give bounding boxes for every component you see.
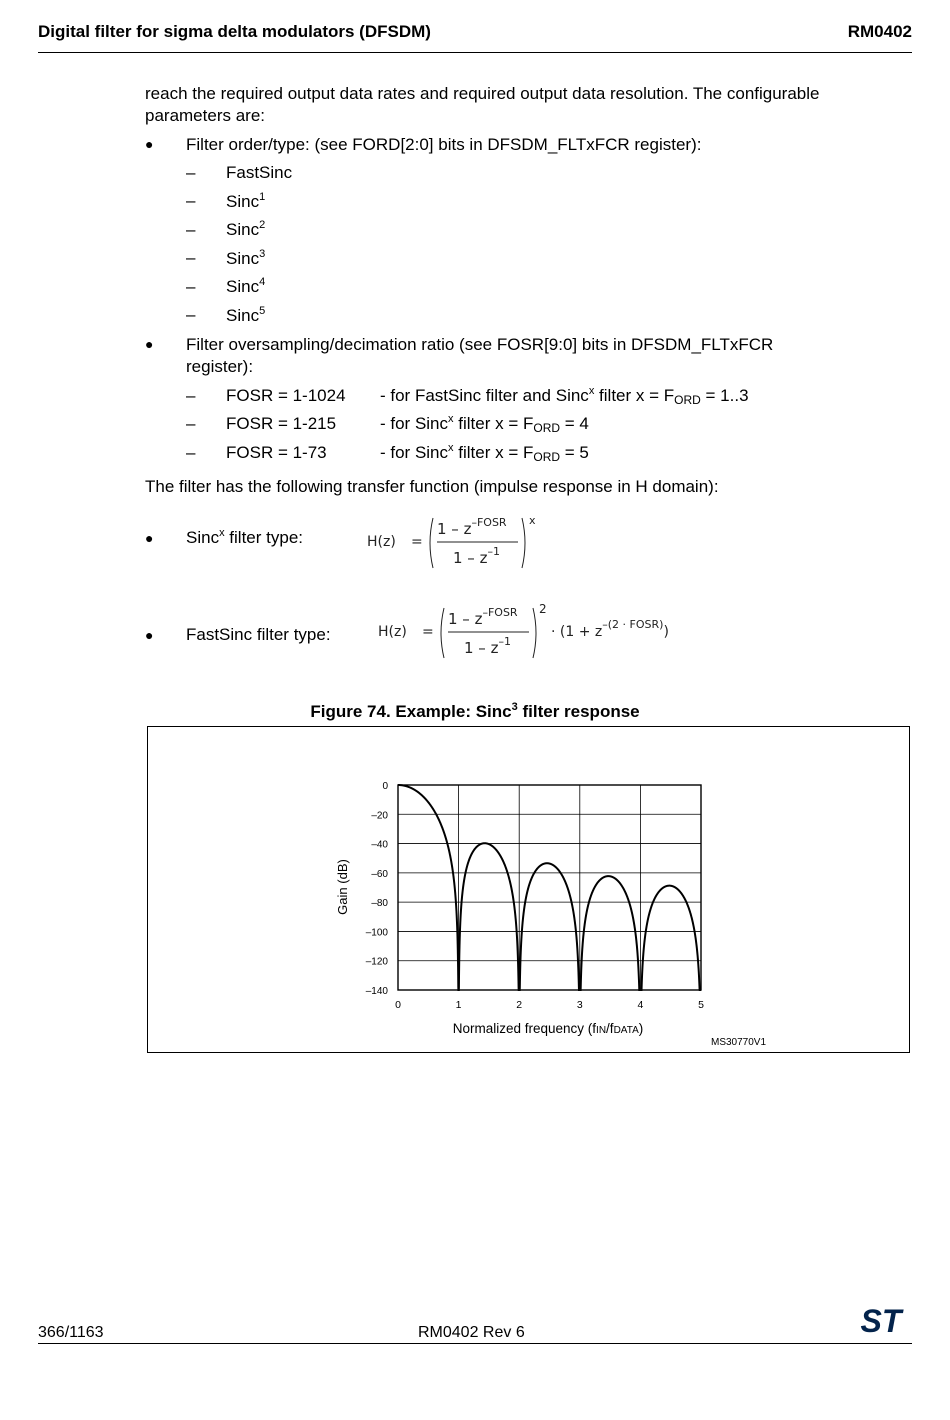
y-tick-label: –60 [371, 868, 388, 880]
transfer-function-text: The filter has the following transfer function (impulse response in H domain): [145, 477, 719, 496]
chart-grid [398, 785, 701, 990]
formula-equals: = [411, 534, 423, 550]
dash-icon: – [186, 248, 196, 267]
fosr-description: - for Sinc$^x$ filter $x = F_{ORD} = 4$ [380, 413, 589, 435]
list-item: Sinc$^3$ [226, 248, 266, 268]
dash-icon: – [186, 163, 196, 182]
series-line-sinc3 [398, 785, 701, 990]
x-tick-label: 3 [576, 999, 583, 1011]
st-logo [852, 1304, 910, 1338]
header-rule [38, 52, 912, 53]
fosr-range: FOSR = 1-1024 [226, 386, 346, 405]
formula-denominator: $1 - z^{-1}$ [453, 545, 500, 567]
figure-title: Figure 74. Example: Sinc$^3$ filter response [310, 701, 640, 721]
y-tick-label: –80 [371, 898, 388, 910]
y-tick-label: 0 [382, 781, 388, 792]
intro-line-2: parameters are: [145, 106, 265, 125]
bullet2-line-2: register): [186, 357, 254, 376]
x-tick-label: 2 [516, 999, 523, 1011]
x-tick-label: 5 [698, 999, 704, 1011]
bullet2-line-1: Filter oversampling/decimation ratio (see FOSR[9:0] bits in DFSDM_FLTxFCR [186, 335, 774, 354]
plot-border [398, 785, 701, 990]
formula-lhs: H(z) [378, 624, 407, 640]
bullet-icon: ● [145, 336, 154, 352]
formula-tail: · $(1 + z^{-(2 \cdot FOSR)})$ [551, 618, 669, 640]
y-tick-labels [366, 781, 389, 997]
fosr-range: FOSR = 1-73 [226, 443, 327, 462]
y-tick-label: –140 [365, 986, 388, 997]
x-axis-label: Normalized frequency (fIN/fDATA) [452, 1021, 644, 1036]
dash-icon: – [186, 191, 196, 210]
fosr-description: - for FastSinc filter and Sinc$^x$ filter $x = F_{ORD} = 1..3$ [380, 385, 749, 407]
formula-numerator: $1 - z^{-FOSR}$ [448, 606, 518, 628]
page-number: 366/1163 [38, 1324, 104, 1341]
fastsinc-filter-label: FastSinc filter type: [186, 625, 331, 644]
formula-denominator: $1 - z^{-1}$ [464, 635, 511, 657]
y-tick-label: –20 [371, 810, 388, 822]
list-item: Sinc$^1$ [226, 191, 266, 211]
dash-icon: – [186, 386, 196, 405]
bullet-icon: ● [145, 627, 154, 643]
y-tick-label: –100 [365, 927, 388, 939]
bullet1-text: Filter order/type: (see FORD[2:0] bits in DFSDM_FLTxFCR register): [186, 135, 702, 154]
sinc3-response-chart [148, 727, 909, 1052]
list-item: Sinc$^4$ [226, 276, 266, 296]
dash-icon: – [186, 220, 196, 239]
figure-frame [147, 726, 910, 1053]
x-tick-label: 1 [455, 999, 462, 1011]
list-item: Sinc$^2$ [226, 219, 266, 239]
formula-equals: = [422, 624, 434, 640]
y-axis-label: Gain (dB) [335, 859, 350, 915]
y-tick-label: –120 [365, 956, 388, 968]
formula-power: 2 [539, 602, 547, 616]
svg-text:ST: ST [860, 1304, 902, 1338]
list-item: Sinc$^5$ [226, 305, 266, 325]
y-tick-label: –40 [371, 839, 388, 851]
fosr-range: FOSR = 1-215 [226, 414, 337, 433]
x-tick-labels [395, 999, 704, 1011]
sinc-filter-label: Sinc$^x$ filter type: [186, 527, 303, 547]
dash-icon: – [186, 305, 196, 324]
sinc-formula [367, 514, 567, 572]
dash-icon: – [186, 443, 196, 462]
st-logo-icon [852, 1304, 910, 1338]
x-tick-label: 0 [395, 999, 401, 1011]
revision: RM0402 Rev 6 [418, 1324, 525, 1341]
formula-lhs: H(z) [367, 534, 396, 550]
formula-numerator: $1 - z^{-FOSR}$ [437, 516, 507, 538]
x-tick-label: 4 [637, 999, 644, 1011]
formula-power: x [529, 514, 536, 527]
header-doc-id: RM0402 [847, 22, 912, 41]
bullet-icon: ● [145, 530, 154, 546]
bullet-icon: ● [145, 136, 154, 152]
dash-icon: – [186, 414, 196, 433]
list-item: FastSinc [226, 163, 293, 182]
dash-icon: – [186, 277, 196, 296]
fosr-description: - for Sinc$^x$ filter $x = F_{ORD} = 5$ [380, 442, 589, 464]
intro-line-1: reach the required output data rates and required output data resolution. The configurable [145, 84, 820, 103]
header-title: Digital filter for sigma delta modulators (DFSDM) [38, 22, 431, 41]
fastsinc-formula [378, 604, 698, 662]
figure-id: MS30770V1 [711, 1037, 767, 1048]
